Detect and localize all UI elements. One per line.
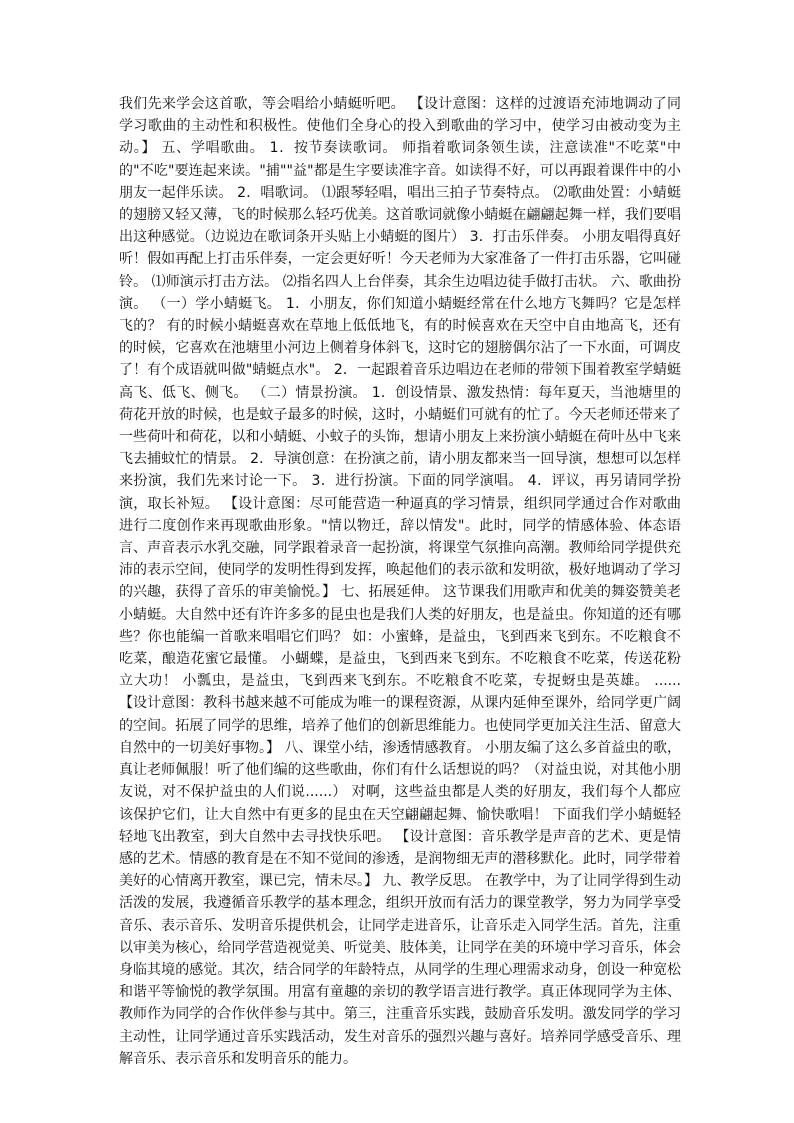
lesson-plan-paragraph: 我们先来学会这首歌，等会唱给小蜻蜓听吧。 【设计意图：这样的过渡语充沛地调动了同学习歌曲的主动性和积极性。使他们全身心的投入到歌曲的学习中，使学习由被动变为主动。】 五、学唱歌曲。 1．按节奏读歌词。 师指着歌词条领生读，注意读准"不吃菜"中的"不吃"要连起来读。"捕""益"都是生字要读准字音。如读得不好，可以再跟着课件中的小朋友一起伴乐读。 2．唱歌词。 ⑴跟琴轻唱，唱出三拍子节奏特点。 ⑵歌曲处置：小蜻蜓的翅膀又轻又薄，飞的时候那么轻巧优美。这首歌词就像小蜻蜓在翩翩起舞一样，我们要唱出这种感觉。（边说边在歌词条开头贴上小蜻蜓的图片） 3．打击乐伴奏。 小朋友唱得真好听！假如再配上打击乐伴奏，一定会更好听！今天老师为大家准备了一件打击乐器，它叫碰铃。 ⑴师演示打击方法。 ⑵指名四人上台伴奏，其余生边唱边徒手做打击状。 六、歌曲扮演。 （一）学小蜻蜓飞。 1．小朋友，你们知道小蜻蜓经常在什么地方飞舞吗？它是怎样飞的？ 有的时候小蜻蜓喜欢在草地上低低地飞，有的时候喜欢在天空中自由地高飞，还有的时候，它喜欢在池塘里小河边上侧着身体斜飞，这时它的翅膀偶尔沾了一下水面，可调皮了！有个成语就叫做"蜻蜓点水"。 2．一起跟着音乐边唱边在老师的带领下围着教室学蜻蜓高飞、低飞、侧飞。 （二）情景扮演。 1．创设情景、激发热情：每年夏天，当池塘里的荷花开放的时候，也是蚊子最多的时候，这时，小蜻蜓们可就有的忙了。今天老师还带来了一些荷叶和荷花，以和小蜻蜓、小蚊子的头饰，想请小朋友上来扮演小蜻蜓在荷叶丛中飞来飞去捕蚊忙的情景。 2．导演创意：在扮演之前，请小朋友都来当一回导演，想想可以怎样来扮演，我们先来讨论一下。 3．进行扮演。下面的同学演唱。 4．评议，再另请同学扮演，取长补短。 【设计意图：尽可能营造一种逼真的学习情景，组织同学通过合作对歌曲进行二度创作来再现歌曲形象。"情以物迁，辞以情发"。此时，同学的情感体验、体态语言、声音表示水乳交融，同学跟着录音一起扮演，将课堂气氛推向高潮。教师给同学提供充沛的表示空间，使同学的发明性得到发挥，唤起他们的表示欲和发明欲，极好地调动了学习的兴趣，获得了音乐的审美愉悦。】 七、拓展延伸。 这节课我们用歌声和优美的舞姿赞美老小蜻蜓。大自然中还有许许多多的昆虫也是我们人类的好朋友，也是益虫。你知道的还有哪些？你也能编一首歌来唱唱它们吗？ 如：小蜜蜂，是益虫，飞到西来飞到东。不吃粮食不吃菜，酿造花蜜它最懂。 小蝴蝶，是益虫，飞到西来飞到东。不吃粮食不吃菜，传送花粉立大功！ 小瓢虫，是益虫，飞到西来飞到东。不吃粮食不吃菜，专捉蚜虫是英雄。 ...... 【设计意图：教科书越来越不可能成为唯一的课程资源，从课内延伸至课外，给同学更广阔的空间。拓展了同学的思维，培养了他们的创新思维能力。也使同学更加关注生活、留意大自然中的一切美好事物。】 八、课堂小结，渗透情感教育。 小朋友编了这么多首益虫的歌，真让老师佩服！听了他们编的这些歌曲，你们有什么话想说的吗？（对益虫说，对其他小朋友说，对不保护益虫的人们说......） 对啊，这些益虫都是人类的好朋友，我们每个人都应该保护它们，让大自然中有更多的昆虫在天空翩翩起舞、愉快歌唱！ 下面我们学小蜻蜓轻轻地飞出教室，到大自然中去寻找快乐吧。 【设计意图：音乐教学是声音的艺术、更是情感的艺术。情感的教育是在不知不觉间的渗透，是润物细无声的潜移默化。此时，同学带着美好的心情离开教室，课已完，情未尽。】 九、教学反思。 在教学中，为了让同学得到生动活泼的发展，我遵循音乐教学的基本理念，组织开放而有活力的课堂教学，努力为同学享受音乐、表示音乐、发明音乐提供机会，让同学走进音乐，让音乐走入同学生活。首先，注重以审美为核心，给同学营造视觉美、听觉美、肢体美，让同学在美的环境中学习音乐，体会身临其境的感觉。其次，结合同学的年龄特点，从同学的生理心理需求动身，创设一种宽松和谐平等愉悦的教学氛围。用富有童趣的亲切的教学语言进行教学。真正体现同学为主体、教师作为同学的合作伙伴参与其中。第三，注重音乐实践，鼓励音乐发明。激发同学的学习主动性，让同学通过音乐实践活动，发生对音乐的强烈兴趣与喜好。培养同学感受音乐、理解音乐、表示音乐和发明音乐的能力。 bbox=[119, 96, 681, 1067]
lesson-plan-body bbox=[119, 93, 681, 1070]
